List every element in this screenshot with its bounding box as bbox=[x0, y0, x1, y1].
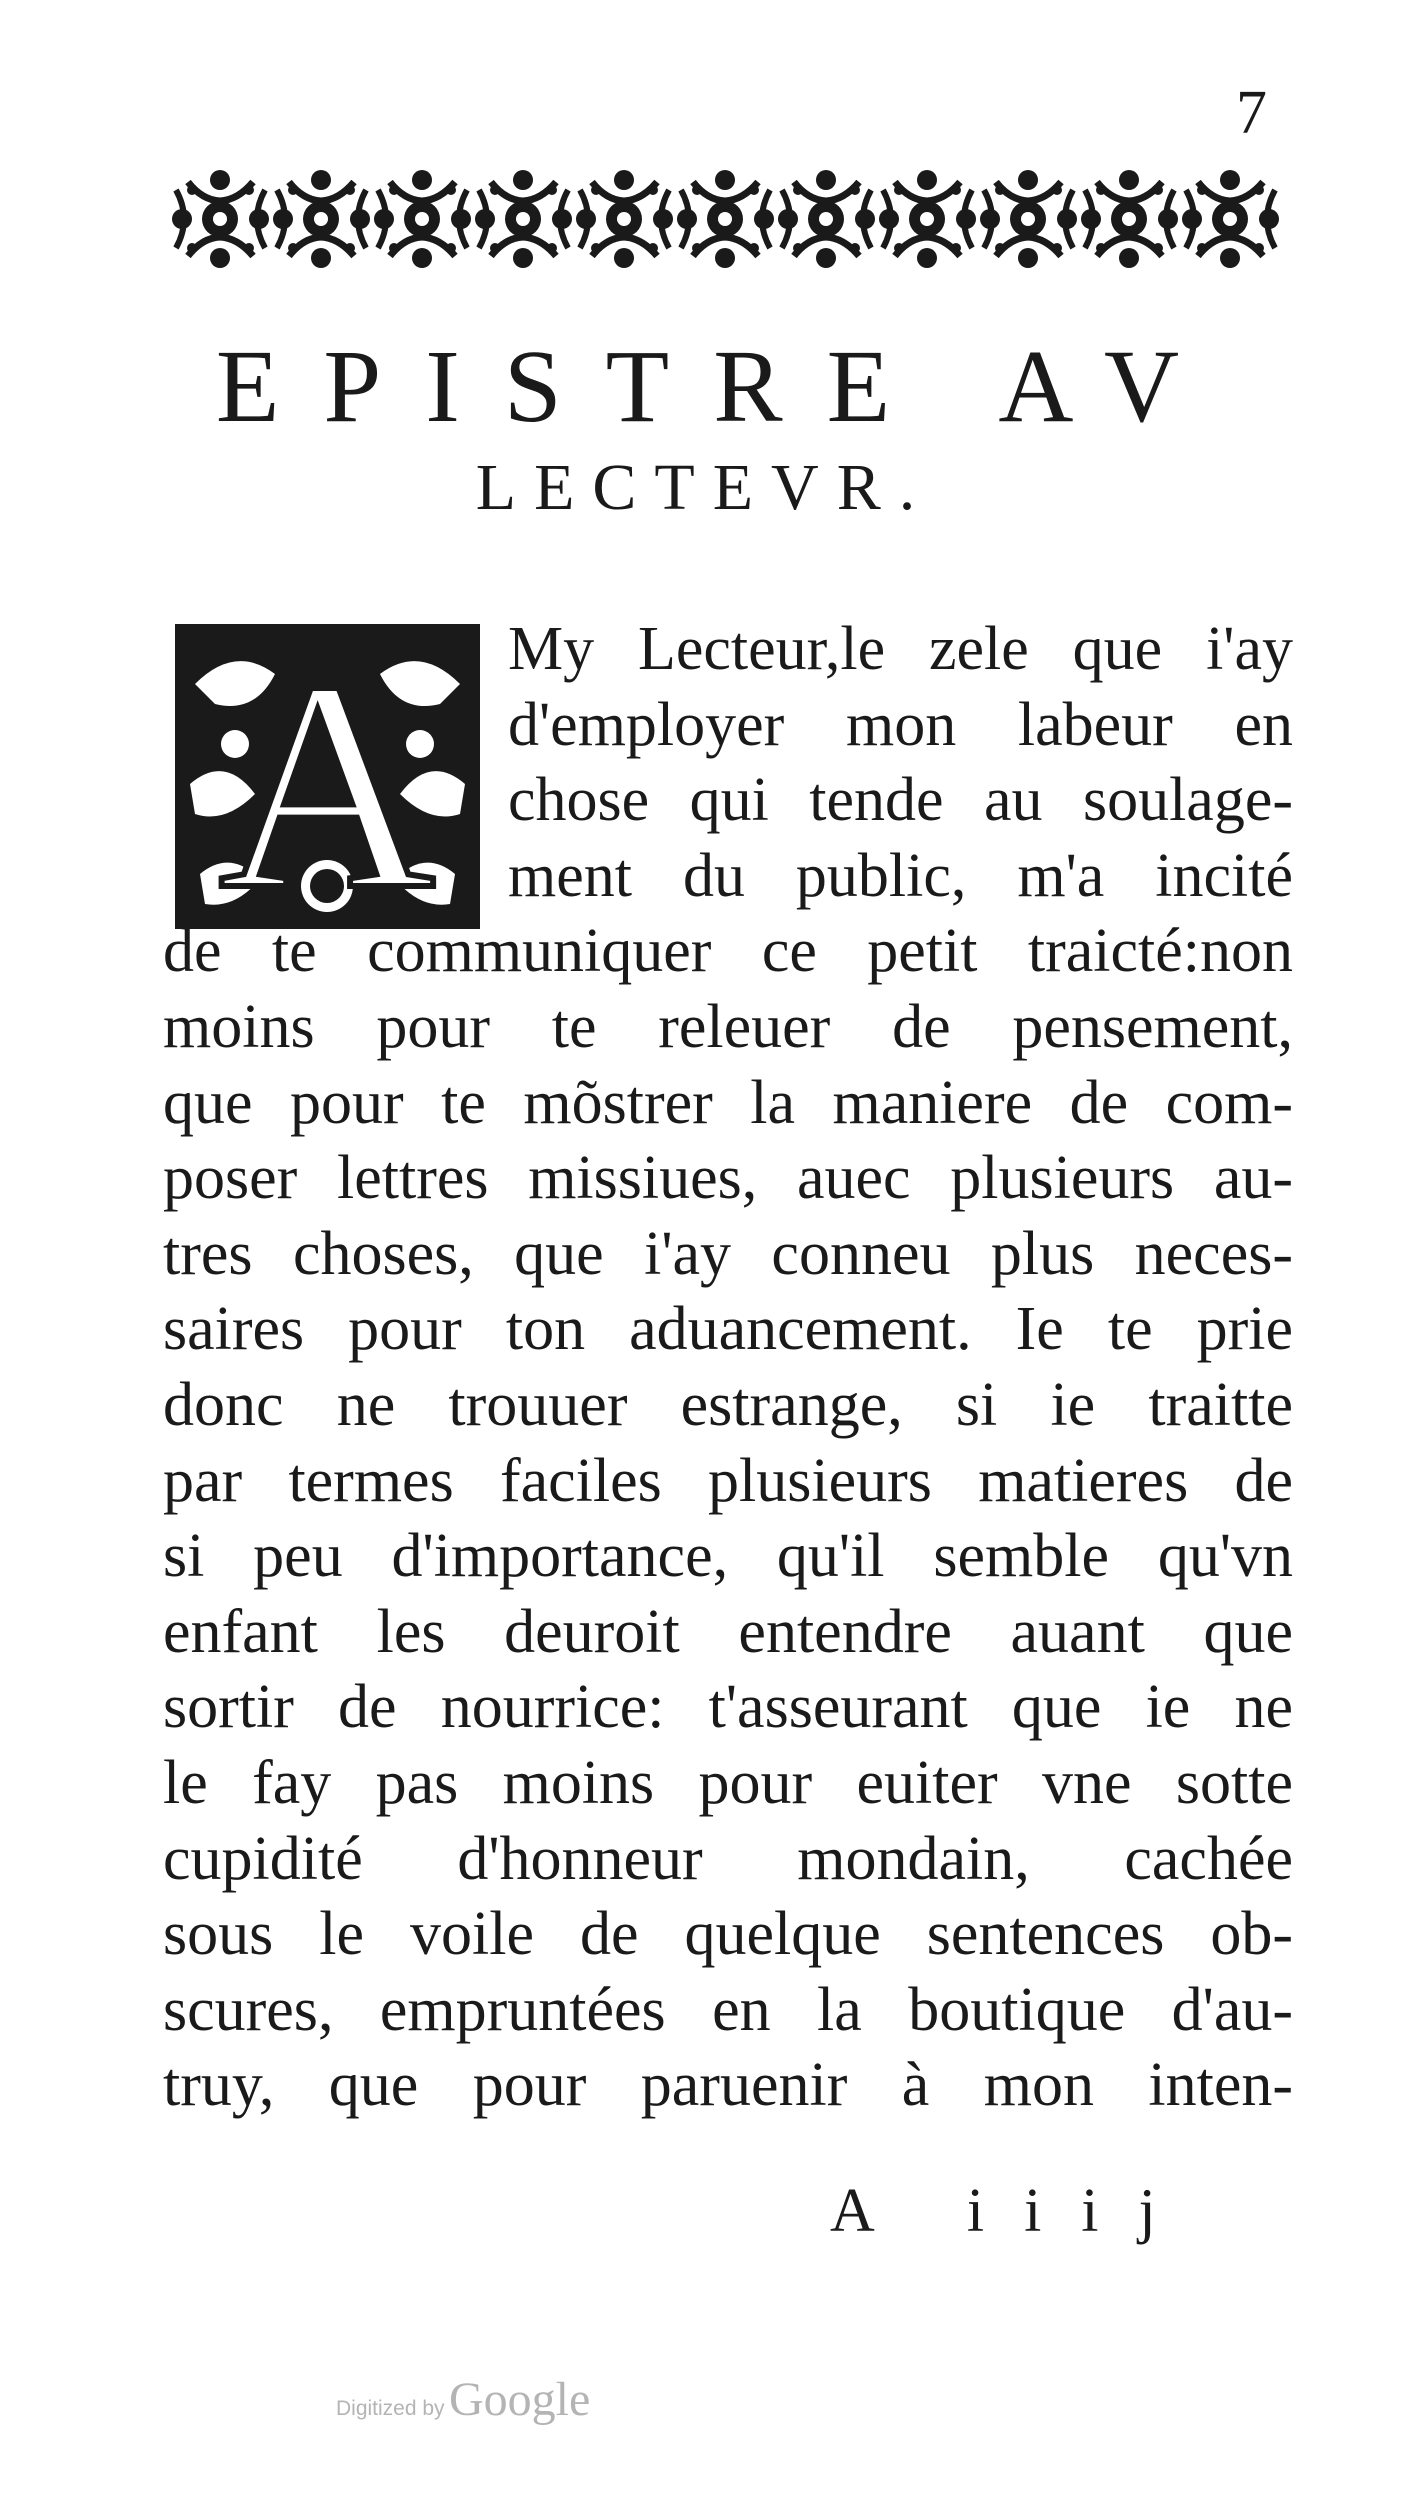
title-line-1: EPISTRE AV bbox=[215, 329, 1224, 444]
text-line: saires pour ton aduancement. Ie te prie bbox=[163, 1295, 1293, 1364]
watermark-prefix: Digitized by bbox=[336, 2397, 445, 2420]
text-line: sous le voile de quelque sentences ob- bbox=[163, 1900, 1293, 1969]
text-line: que pour te mõstrer la maniere de com- bbox=[163, 1068, 1293, 1137]
drop-cap-letter: A bbox=[218, 624, 436, 929]
text-line: donc ne trouuer estrange, si ie traitte bbox=[163, 1370, 1293, 1439]
text-line: cupidité d'honneur mondain, cachée bbox=[163, 1824, 1293, 1893]
text-line: sortir de nourrice: t'asseurant que ie ne bbox=[163, 1673, 1293, 1742]
title-line-2: LECTEVR. bbox=[475, 451, 934, 524]
text-line: poser lettres missiues, auec plusieurs au- bbox=[163, 1144, 1293, 1213]
text-line: de te communiquer ce petit traicté:non bbox=[163, 917, 1293, 986]
text-line: par termes faciles plusieurs matieres de bbox=[163, 1446, 1293, 1515]
text-line: scures, empruntées en la boutique d'au- bbox=[163, 1975, 1293, 2044]
text-line: si peu d'importance, qu'il semble qu'vn bbox=[163, 1522, 1293, 1591]
text-line: moins pour te releuer de pensement, bbox=[163, 992, 1293, 1061]
ornament-band bbox=[170, 160, 1285, 278]
digitized-watermark bbox=[336, 2372, 590, 2427]
text-line: le fay pas moins pour euiter vne sotte bbox=[163, 1748, 1293, 1817]
text-line: My Lecteur,le zele que i'ay bbox=[508, 615, 1293, 683]
signature-mark: A iiij bbox=[830, 2177, 1196, 2245]
text-line: enfant les deuroit entendre auant que bbox=[163, 1597, 1293, 1666]
text-line: ment du public, m'a incité bbox=[508, 841, 1293, 910]
text-line: tres choses, que i'ay conneu plus neces- bbox=[163, 1219, 1293, 1288]
watermark-brand: Google bbox=[449, 2373, 591, 2426]
body-text bbox=[163, 612, 1293, 2124]
text-line: truy, que pour paruenir à mon inten- bbox=[163, 2051, 1293, 2120]
page-number: 7 bbox=[1236, 79, 1267, 147]
text-line: chose qui tende au soulage- bbox=[508, 766, 1293, 835]
text-line: d'employer mon labeur en bbox=[508, 690, 1293, 759]
